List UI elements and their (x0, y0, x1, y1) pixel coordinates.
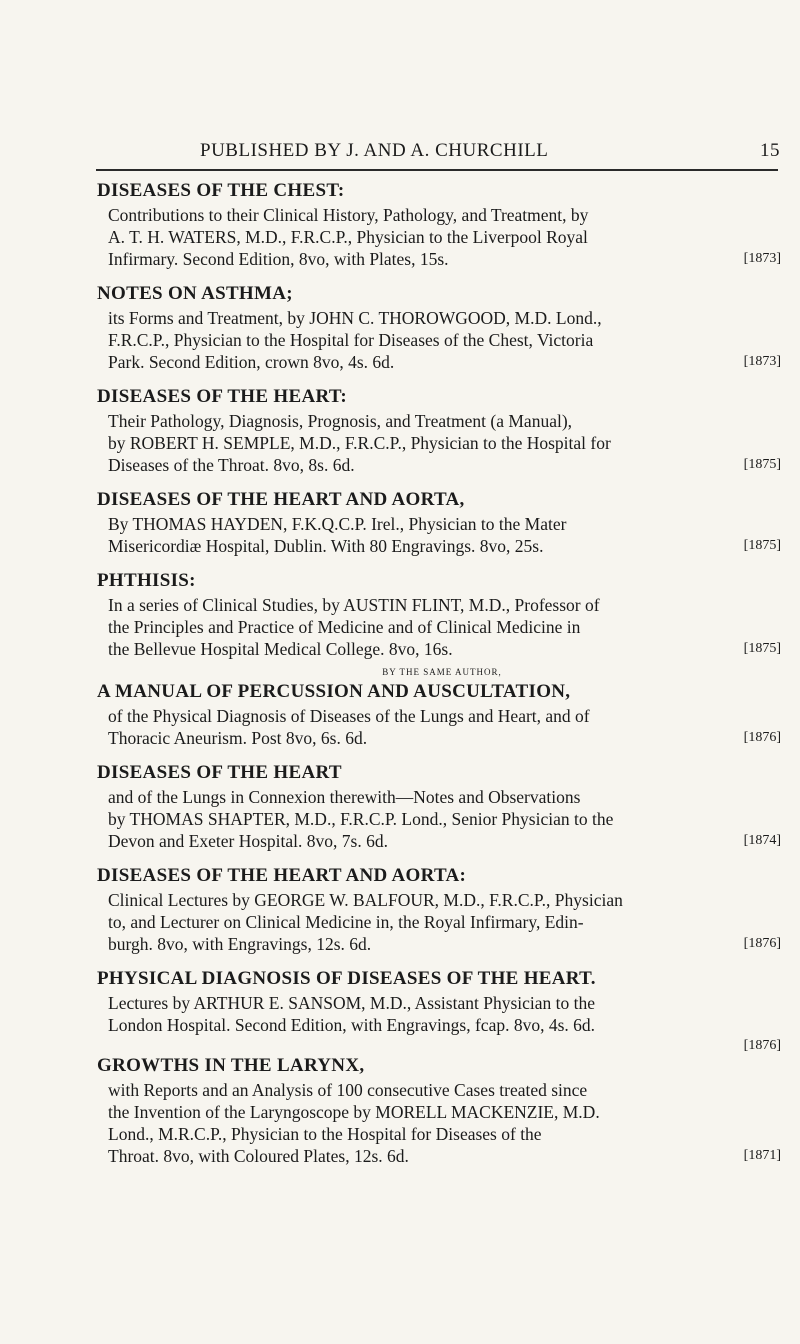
description-line (108, 226, 787, 248)
catalogue-entry (97, 1053, 787, 1167)
entry-heading: DISEASES OF THE HEART AND AORTA: (97, 865, 467, 886)
catalogue-entry (97, 760, 787, 852)
running-head-title: PUBLISHED BY J. AND A. CHURCHILL (200, 140, 549, 161)
description-text: with Reports and an Analysis of 100 consecutive Cases treated since (108, 1080, 588, 1100)
catalogue-entry (97, 281, 787, 373)
description-text: London Hospital. Second Edition, with Engravings, fcap. 8vo, 4s. 6d. (108, 1015, 596, 1035)
publication-year: [1876] (743, 936, 781, 951)
description-line (108, 616, 787, 638)
description-text: Diseases of the Throat. 8vo, 8s. 6d. (108, 455, 355, 475)
description-text: Clinical Lectures by GEORGE W. BALFOUR, M.D., F.R.C.P., Physician (108, 890, 623, 910)
description-line (108, 204, 787, 226)
description-text: and of the Lungs in Connexion therewith—Notes and Observations (108, 787, 581, 807)
description-text: In a series of Clinical Studies, by AUSTIN FLINT, M.D., Professor of (108, 595, 600, 615)
publication-year: [1875] (743, 641, 781, 656)
description-line (108, 786, 787, 808)
description-text: Throat. 8vo, with Coloured Plates, 12s. 6d. (108, 1146, 409, 1166)
description-line (108, 830, 787, 852)
description-line (108, 911, 787, 933)
description-line (108, 329, 787, 351)
catalogue-entry (97, 863, 787, 955)
catalogue-entry (97, 679, 787, 749)
description-line (108, 992, 787, 1014)
description-line (108, 248, 787, 270)
description-line (108, 1079, 787, 1101)
entry-description (97, 786, 787, 852)
entry-heading: DISEASES OF THE CHEST: (97, 180, 345, 201)
description-text: by THOMAS SHAPTER, M.D., F.R.C.P. Lond., Senior Physician to the (108, 809, 614, 829)
catalogue-entry (97, 966, 787, 1053)
entry-heading: NOTES ON ASTHMA; (97, 283, 293, 304)
publication-year: [1874] (743, 833, 781, 848)
description-line (108, 808, 787, 830)
entry-heading: DISEASES OF THE HEART (97, 762, 342, 783)
entry-description (97, 513, 787, 557)
description-line (108, 513, 787, 535)
description-line (108, 705, 787, 727)
catalogue-entries (97, 178, 787, 1178)
publication-year: [1873] (743, 354, 781, 369)
description-text: Devon and Exeter Hospital. 8vo, 7s. 6d. (108, 831, 388, 851)
publication-year: [1876] (743, 1038, 781, 1053)
header-rule (96, 169, 778, 171)
description-text: Infirmary. Second Edition, 8vo, with Plates, 15s. (108, 249, 449, 269)
catalogue-entry (97, 384, 787, 476)
description-line (108, 535, 787, 557)
description-text: Park. Second Edition, crown 8vo, 4s. 6d. (108, 352, 395, 372)
description-line (108, 454, 787, 476)
publication-year: [1873] (743, 251, 781, 266)
entry-description (97, 594, 787, 660)
entry-heading: PHTHISIS: (97, 570, 196, 591)
entry-heading: GROWTHS IN THE LARYNX, (97, 1055, 365, 1076)
publication-year: [1871] (743, 1148, 781, 1163)
publication-year: [1876] (743, 730, 781, 745)
description-line (108, 1101, 787, 1123)
description-text: the Bellevue Hospital Medical College. 8vo, 16s. (108, 639, 453, 659)
entry-heading: A MANUAL OF PERCUSSION AND AUSCULTATION, (97, 681, 571, 702)
catalogue-entry (97, 568, 787, 660)
description-line (108, 727, 787, 749)
description-line (108, 432, 787, 454)
description-line (108, 351, 787, 373)
description-line (108, 410, 787, 432)
publication-year: [1875] (743, 538, 781, 553)
entry-description (97, 410, 787, 476)
description-line (108, 933, 787, 955)
description-line (108, 1123, 787, 1145)
description-line (108, 638, 787, 660)
entry-heading: PHYSICAL DIAGNOSIS OF DISEASES OF THE HEART. (97, 968, 596, 989)
description-text: Contributions to their Clinical History, Pathology, and Treatment, by (108, 205, 589, 225)
running-head (120, 140, 780, 162)
description-line (108, 1145, 787, 1167)
entry-description (97, 307, 787, 373)
same-author-note: BY THE SAME AUTHOR, (382, 667, 502, 677)
description-text: Their Pathology, Diagnosis, Prognosis, and Treatment (a Manual), (108, 411, 573, 431)
entry-description (97, 204, 787, 270)
catalogue-entry (97, 178, 787, 270)
description-line (108, 1014, 787, 1036)
description-text: to, and Lecturer on Clinical Medicine in, the Royal Infirmary, Edin- (108, 912, 584, 932)
description-text: Lond., M.R.C.P., Physician to the Hospital for Diseases of the (108, 1124, 542, 1144)
entry-description (97, 992, 787, 1053)
description-text: F.R.C.P., Physician to the Hospital for Diseases of the Chest, Victoria (108, 330, 594, 350)
description-text: the Invention of the Laryngoscope by MORELL MACKENZIE, M.D. (108, 1102, 600, 1122)
description-text: A. T. H. WATERS, M.D., F.R.C.P., Physician to the Liverpool Royal (108, 227, 588, 247)
publication-year: [1875] (743, 457, 781, 472)
entry-heading: DISEASES OF THE HEART: (97, 386, 348, 407)
description-text: its Forms and Treatment, by JOHN C. THOROWGOOD, M.D. Lond., (108, 308, 602, 328)
description-line (108, 1036, 787, 1053)
entry-description (97, 705, 787, 749)
entry-description (97, 889, 787, 955)
description-text: of the Physical Diagnosis of Diseases of the Lungs and Heart, and of (108, 706, 590, 726)
description-text: Thoracic Aneurism. Post 8vo, 6s. 6d. (108, 728, 368, 748)
entry-heading: DISEASES OF THE HEART AND AORTA, (97, 489, 465, 510)
description-line (108, 594, 787, 616)
catalogue-entry (97, 487, 787, 557)
description-text: by ROBERT H. SEMPLE, M.D., F.R.C.P., Physician to the Hospital for (108, 433, 611, 453)
description-text: Lectures by ARTHUR E. SANSOM, M.D., Assistant Physician to the (108, 993, 596, 1013)
description-text: By THOMAS HAYDEN, F.K.Q.C.P. Irel., Physician to the Mater (108, 514, 567, 534)
page-number: 15 (760, 140, 780, 161)
description-line (108, 307, 787, 329)
description-text: the Principles and Practice of Medicine and of Clinical Medicine in (108, 617, 581, 637)
description-text: Misericordiæ Hospital, Dublin. With 80 Engravings. 8vo, 25s. (108, 536, 544, 556)
entry-description (97, 1079, 787, 1167)
description-line (108, 889, 787, 911)
description-text: burgh. 8vo, with Engravings, 12s. 6d. (108, 934, 372, 954)
